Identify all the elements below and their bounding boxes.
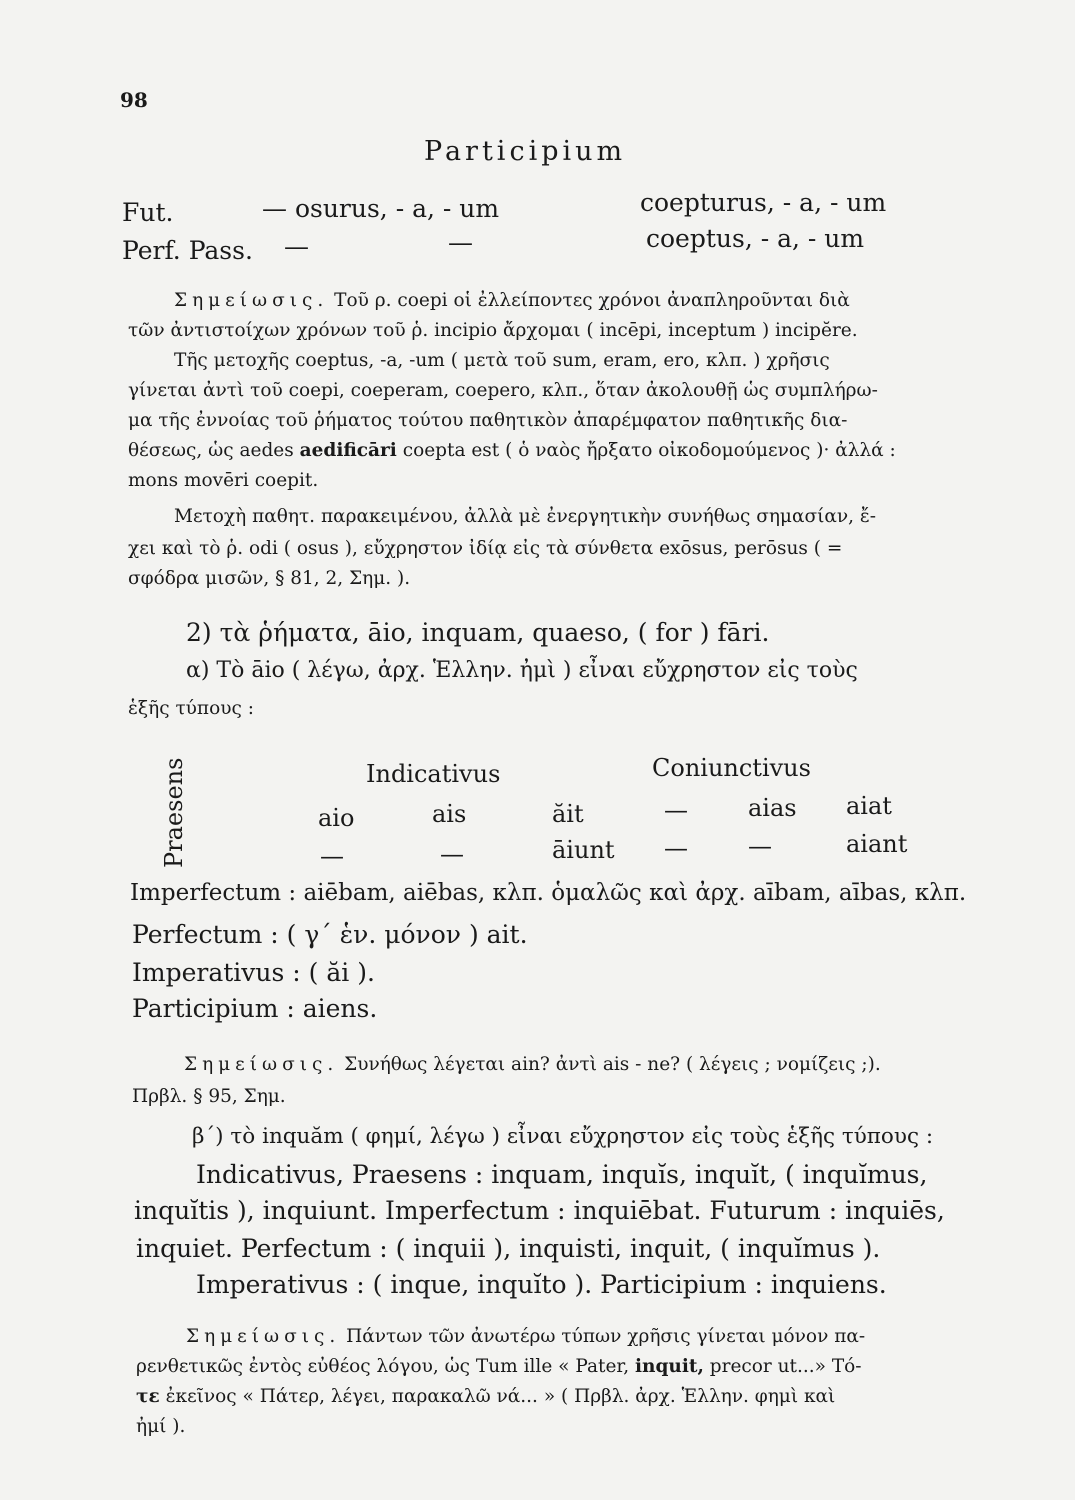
aio-imperfectum: Imperfectum : aiēbam, aiēbas, κλπ. ὁμαλῶς καὶ ἀρχ. aībam, aības, κλπ. [130,880,967,906]
inquam-line5: Imperativus : ( inque, inquĭto ). Participium : inquiens. [196,1270,887,1299]
note1-line7: mons movēri coepit. [128,470,319,491]
note1-line3: Τῆς μετοχῆς coeptus, -a, -um ( μετὰ τοῦ sum, eram, ero, κλπ. ) χρῆσις [174,350,830,371]
note1-line6c: coepta est ( ὁ ναὸς ἤρξατο οἰκοδομούμενος )· ἀλλά : [402,440,896,461]
note3-text-1: Συνήθως λέγεται ain? ἀντὶ ais - ne? ( λέγεις ; νομίζεις ;). [344,1054,881,1075]
section2-alpha-line2: ἑξῆς τύπους : [128,698,254,719]
table-cell: āiunt [552,836,615,864]
inquam-line1: β΄) τὸ inquăm ( φημί, λέγω ) εἶναι εὔχρηστον εἰς τοὺς ἑξῆς τύπους : [192,1124,934,1149]
table-cell: — [748,832,772,860]
table-cell: — [320,842,344,870]
note4-te: τε [136,1386,160,1407]
inquam-line4: inquiet. Perfectum : ( inquii ), inquisti, inquit, ( inquĭmus ). [136,1234,881,1263]
table-cell: ăit [552,800,584,828]
note2-line3: σφόδρα μισῶν, § 81, 2, Σημ. ). [128,568,411,589]
section-title: Participium [424,136,627,167]
note1-line4: γίνεται ἀντὶ τοῦ coepi, coeperam, coepero, κλπ., ὅταν ἀκολουθῇ ὡς συμπλήρω- [128,380,878,401]
note1-line5: μα τῆς ἐννοίας τοῦ ῥήματος τούτου παθητικὸν ἀπαρέμφατον παθητικῆς δια- [128,410,848,431]
perf-col2: coeptus, - a, - um [646,224,865,253]
note4-inquit: inquit, [635,1356,704,1377]
note4-line2a: ρενθετικῶς ἐντὸς εὐθέος λόγου, ὡς Tum ille « Pater, [136,1356,630,1377]
page-number: 98 [120,88,148,112]
note1-line1 [174,286,850,315]
note3-line2: Πρβλ. § 95, Σημ. [132,1086,286,1107]
note4-line2c: precor ut...» Τό- [709,1356,862,1377]
note1-aedificari: aedificāri [299,440,397,461]
note1-line6a: θέσεως, ὡς aedes [128,440,294,461]
aio-perfectum: Perfectum : ( γ΄ ἑν. μόνον ) ait. [132,920,528,949]
aio-imperativus: Imperativus : ( ăi ). [132,958,375,987]
note4-label: Σημείωσις. [186,1326,341,1347]
note4-line1 [186,1322,865,1351]
perf-dash1: — [284,232,309,261]
table-cell: aiant [846,830,908,858]
note1-line6 [128,436,896,465]
note3-line1 [184,1050,881,1079]
fut-col2: coepturus, - a, - um [640,188,887,217]
note1-text-1: Τοῦ ρ. coepi οἱ ἐλλείποντες χρόνοι ἀναπληροῦνται διὰ [334,290,850,311]
table-cell: aiat [846,792,892,820]
bleed-through-text [520,260,526,284]
note2-line1: Μετοχὴ παθητ. παρακειμένου, ἀλλὰ μὲ ἐνεργητικὴν συνήθως σημασίαν, ἔ- [174,506,877,527]
note4-line2 [136,1352,862,1381]
fut-label: Fut. [122,198,174,227]
praesens-rotated-label: Praesens [160,757,188,868]
table-cell: aias [748,794,797,822]
table-cell: aio [318,804,355,832]
note4-line4: ἠμί ). [136,1416,186,1437]
note1-line2: τῶν ἀντιστοίχων χρόνων τοῦ ῥ. incipio ἄρχομαι ( incēpi, inceptum ) incipĕre. [128,320,858,341]
note4-line3 [136,1382,835,1411]
note4-text-1: Πάντων τῶν ἀνωτέρω τύπων χρῆσις γίνεται μόνον πα- [346,1326,866,1347]
coniunctivus-header: Coniunctivus [652,754,811,782]
fut-col1: — osurus, - a, - um [262,194,500,223]
note2-line2: χει καὶ τὸ ῥ. odi ( osus ), εὔχρηστον ἰδίᾳ εἰς τὰ σύνθετα exōsus, perōsus ( = [128,538,843,559]
inquam-line3: inquĭtis ), inquiunt. Imperfectum : inquiēbat. Futurum : inquiēs, [134,1196,945,1225]
aio-participium: Participium : aiens. [132,994,378,1023]
indicativus-header: Indicativus [366,760,501,788]
table-cell: — [440,840,464,868]
perf-dash2: — [448,228,473,257]
note1-label: Σημείωσις. [174,290,329,311]
perf-pass-label: Perf. Pass. [122,236,253,265]
section2-heading: 2) τὰ ῥήματα, āio, inquam, quaeso, ( for ) fāri. [186,618,770,647]
table-cell: ais [432,800,467,828]
section2-alpha-line1: α) Τὸ āio ( λέγω, ἀρχ. Ἑλλην. ἠμὶ ) εἶναι εὔχρηστον εἰς τοὺς [186,658,858,683]
note4-line3b: ἐκεῖνος « Πάτερ, λέγει, παρακαλῶ νά... » ( Πρβλ. ἀρχ. Ἑλλην. φημὶ καὶ [165,1386,836,1407]
table-cell: — [664,796,688,824]
table-cell: — [664,834,688,862]
note3-label: Σημείωσις. [184,1054,339,1075]
inquam-line2: Indicativus, Praesens : inquam, inquĭs, inquĭt, ( inquĭmus, [196,1160,928,1189]
